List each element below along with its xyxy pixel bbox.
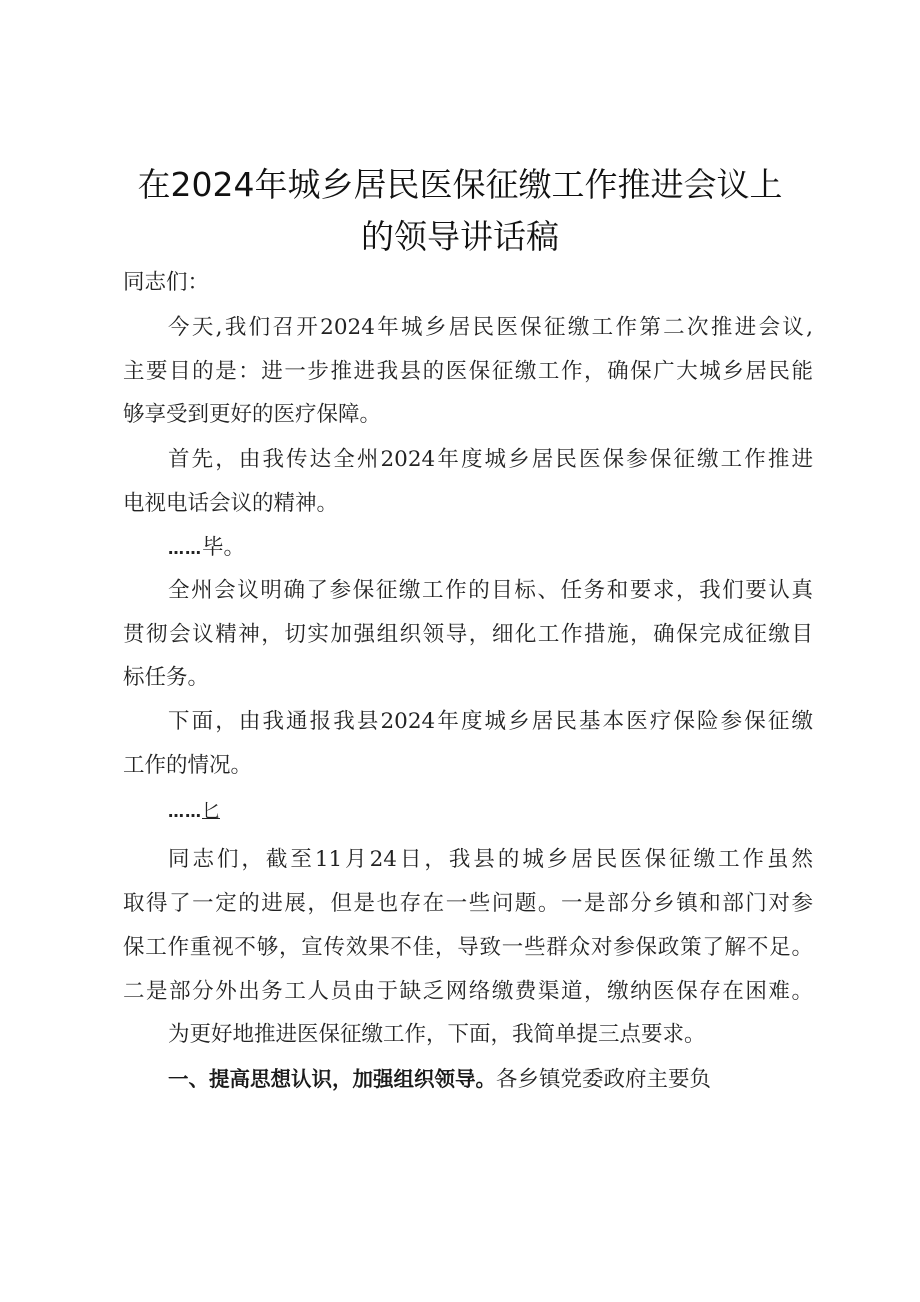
ellipsis-mark: ……: [168, 539, 202, 558]
paragraph-2-line-2: 电视电话会议的精神。: [123, 491, 339, 516]
document-title-line-2: 的领导讲话稿: [361, 217, 559, 256]
paragraph-5-line-1: 下面，由我通报我县2024年度城乡居民基本医疗保险参保征缴: [168, 709, 813, 734]
ellipsis-mark: ……: [168, 802, 202, 821]
paragraph-7-line-1: 同志们，截至11月24日，我县的城乡居民医保征缴工作虽然: [168, 847, 813, 872]
salutation: 同志们：: [123, 270, 210, 295]
paragraph-1-line-2: 主要目的是：进一步推进我县的医保征缴工作，确保广大城乡居民能: [123, 359, 813, 384]
section-heading-1: 一、提高思想认识，加强组织领导。: [168, 1067, 496, 1091]
paragraph-6-text: 匕: [202, 801, 220, 822]
paragraph-3: [168, 533, 813, 564]
document-title-line-1: 在2024年城乡居民医保征缴工作推进会议上: [137, 165, 783, 204]
paragraph-4-line-1: 全州会议明确了参保征缴工作的目标、任务和要求，我们要认真: [168, 578, 813, 603]
paragraph-7-line-4: 二是部分外出务工人员由于缺乏网络缴费渠道，缴纳医保存在困难。: [123, 979, 813, 1004]
paragraph-3-text: 毕。: [202, 535, 246, 560]
paragraph-7-line-3: 保工作重视不够，宣传效果不佳，导致一些群众对参保政策了解不足。: [123, 935, 813, 960]
paragraph-6: [168, 796, 813, 827]
paragraph-9: [168, 1064, 813, 1095]
paragraph-9-text: 各乡镇党委政府主要负: [496, 1067, 712, 1092]
paragraph-4-line-2: 贯彻会议精神，切实加强组织领导，细化工作措施，确保完成征缴目: [123, 622, 813, 647]
paragraph-1-line-3: 够享受到更好的医疗保障。: [123, 402, 382, 427]
paragraph-2-line-1: 首先，由我传达全州2024年度城乡居民医保参保征缴工作推进: [168, 447, 813, 472]
paragraph-5-line-2: 工作的情况。: [123, 753, 253, 778]
paragraph-1-line-1: 今天,我们召开2024年城乡居民医保征缴工作第二次推进会议,: [168, 315, 813, 340]
paragraph-8: 为更好地推进医保征缴工作，下面，我简单提三点要求。: [168, 1022, 706, 1047]
paragraph-4-line-3: 标任务。: [123, 665, 210, 690]
paragraph-7-line-2: 取得了一定的进展，但是也存在一些问题。一是部分乡镇和部门对参: [123, 891, 813, 916]
